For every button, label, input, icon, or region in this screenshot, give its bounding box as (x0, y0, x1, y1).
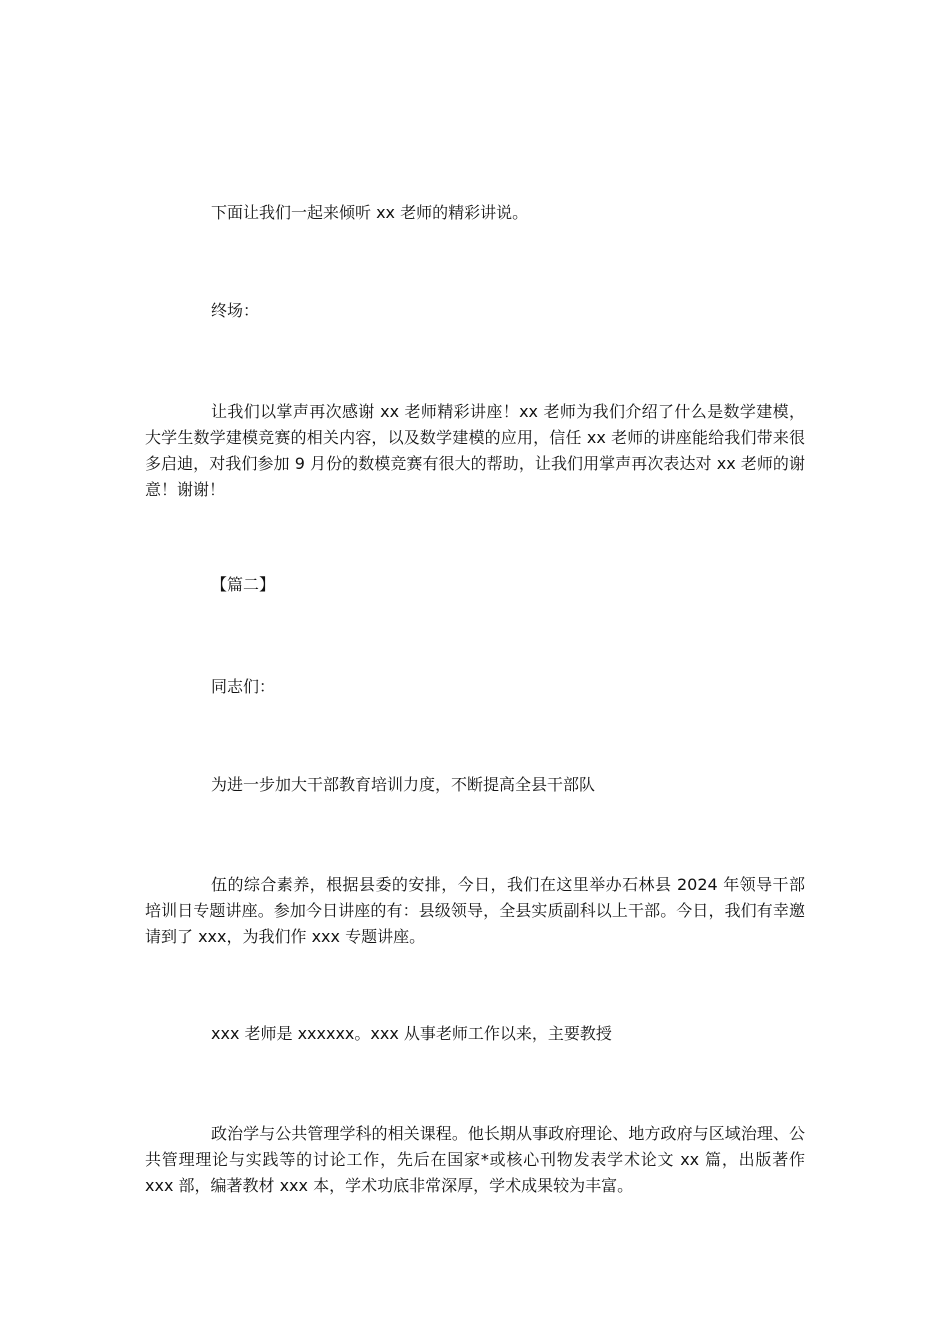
paragraph-closing-heading: 终场： (211, 301, 260, 320)
paragraph-purpose: 为进一步加大干部教育培训力度，不断提高全县干部队 (211, 775, 596, 794)
paragraph-event-details: 伍的综合素养，根据县委的安排，今日，我们在这里举办石林县 2024 年领导干部培训日专题讲座。参加今日讲座的有：县级领导，全县实质副科以上干部。今日，我们有幸邀请到了 xxx，为我们作 xxx 专题讲座。 (145, 875, 805, 946)
paragraph-closing-thanks: 让我们以掌声再次感谢 xx 老师精彩讲座！xx 老师为我们介绍了什么是数学建模，大学生数学建模竞赛的相关内容，以及数学建模的应用，信任 xx 老师的讲座能给我们带来很多启迪，对我们参加 9 月份的数模竞赛有很大的帮助，让我们用掌声再次表达对 xx 老师的谢意！谢谢！ (145, 402, 805, 499)
paragraph-speaker-achievements: 政治学与公共管理学科的相关课程。他长期从事政府理论、地方政府与区域治理、公共管理理论与实践等的讨论工作，先后在国家*或核心刊物发表学术论文 xx 篇，出版著作 xxx 部，编著教材 xxx 本，学术功底非常深厚，学术成果较为丰富。 (145, 1124, 805, 1195)
section-heading-part-two: 【篇二】 (211, 575, 276, 594)
paragraph-speaker-intro: xxx 老师是 xxxxxx。xxx 从事老师工作以来，主要教授 (211, 1024, 612, 1043)
paragraph-intro: 下面让我们一起来倾听 xx 老师的精彩讲说。 (211, 203, 529, 222)
paragraph-salutation: 同志们： (211, 677, 276, 696)
